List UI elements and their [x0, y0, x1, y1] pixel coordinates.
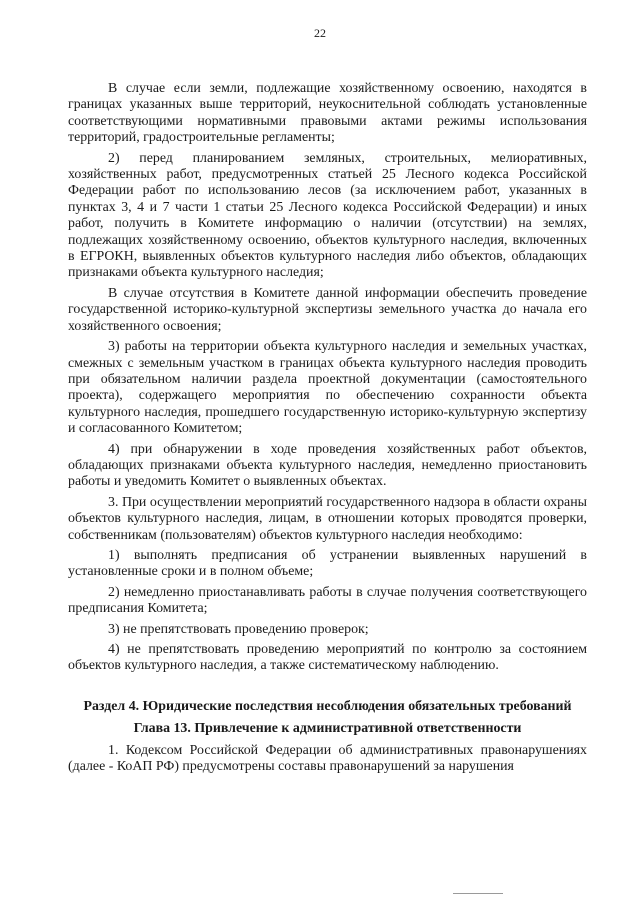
chapter-heading: Глава 13. Привлечение к административной ответственности: [133, 721, 522, 737]
paragraph-item-3-works-on-territory: 3) работы на территории объекта культурного наследия и земельных участках, смежных с земельным участком в границах объекта культурного наследия проводить при обязательном наличии раздела проектной документации (самостоятельного проекта), содержащего мероприятия по обеспечению сохранности объекта культурного наследия, прошедшего государственную историко-культурную экспертизу и согласованного Комитетом;: [68, 339, 587, 437]
paragraph-item-4-discovery: 4) при обнаружении в ходе проведения хозяйственных работ объектов, обладающих признаками объекта культурного наследия, немедленно приостановить работы и уведомить Комитет о выявленных объектах.: [68, 441, 587, 490]
paragraph-item-3-no-obstruction: 3) не препятствовать проведению проверок;: [108, 621, 369, 637]
paragraph-item-4-no-obstruction-control: 4) не препятствовать проведению мероприятий по контролю за состоянием объектов культурного наследия, а также систематическому наблюдению.: [68, 642, 587, 674]
paragraph-absence-of-information: В случае отсутствия в Комитете данной информации обеспечить проведение государственной историко-культурной экспертизы земельного участка до начала его хозяйственного освоения;: [68, 285, 587, 334]
paragraph-item-2-suspend-works: 2) немедленно приостанавливать работы в случае получения соответствующего предписания Комитета;: [68, 584, 587, 617]
paragraph-item-1-fulfil-orders: 1) выполнять предписания об устранении выявленных нарушений в установленные сроки и в полном объеме;: [68, 547, 587, 580]
paragraph-clause-3-supervision: 3. При осуществлении мероприятий государственного надзора в области охраны объектов культурного наследия, лицам, в отношении которых проводятся проверки, собственникам (пользователям) объектов культурного наследия необходимо:: [68, 494, 587, 543]
footer-rule: [453, 893, 503, 894]
paragraph-koap-intro: 1. Кодексом Российской Федерации об административных правонарушениях (далее - КоАП РФ) предусмотрены составы правонарушений за нарушения: [68, 742, 587, 775]
paragraph-land-regimes: В случае если земли, подлежащие хозяйственному освоению, находятся в границах указанных выше территорий, неукоснительной соблюдать установленные соответствующими нормативными правовыми актами режимы использования территорий, градостроительные регламенты;: [68, 81, 587, 146]
section-heading: Раздел 4. Юридические последствия несоблюдения обязательных требований: [83, 698, 572, 714]
paragraph-item-2-before-planning: 2) перед планированием земляных, строительных, мелиоративных, хозяйственных работ, предусмотренных статьей 25 Лесного кодекса Российской Федерации работ по использованию лесов (за исключением работ, указанных в пунктах 3, 4 и 7 части 1 статьи 25 Лесного кодекса Российской Федерации) и иных работ, получить в Комитете информацию о наличии (отсутствии) на землях, подлежащих хозяйственному освоению, объектов культурного наследия, включенных в ЕГРОКН, выявленных объектов культурного наследия либо объектов, обладающих признаками объекта культурного наследия;: [68, 150, 587, 281]
page-number: 22: [314, 26, 326, 40]
document-body: [68, 81, 587, 779]
